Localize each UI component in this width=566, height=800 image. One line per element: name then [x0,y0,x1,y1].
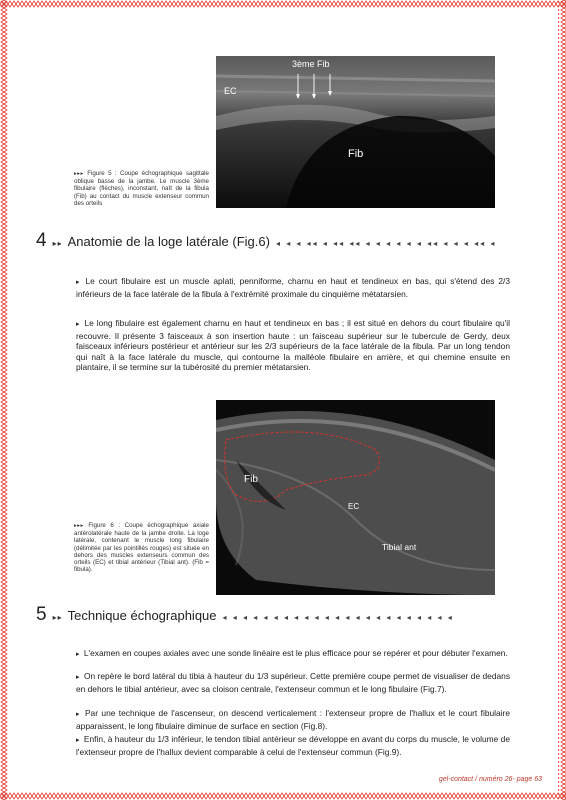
page-footer: gel-contact / numéro 26- page 63 [438,776,542,783]
section-4-number: 4 [36,230,47,251]
section-5-number: 5 [36,604,47,625]
figure-5-label-fib: Fib [348,148,364,160]
caption-marker: ▸▸▸ [74,523,84,529]
section-5-paragraph-4: ▸ Enfin, à hauteur du 1/3 inférieur, le tendon tibial antérieur se développe en avant du corps du muscle, le volume de l'extenseur propre de l'hallux devient comparable à celui de l'extenseur commun (Fig.9). [76,734,511,757]
section-5-lead-arrows: ▸▸ [52,613,63,622]
figure-5-label-3eme-fib: 3ème Fib [292,59,330,69]
figure-6-caption [74,522,209,573]
figure-5-caption-text: Figure 5 : Coupe échographique sagittale oblique basse de la jambe. Le muscle 3ème fibulaire (flèches), inconstant, naît de la fibula (Fib) au contact du muscle extenseur commun des orteils [74,170,209,207]
figure-6-caption-text: Figure 6 : Coupe échographique axiale antérolatérale haute de la jambe droite. La loge latérale, contenant le muscle long fibulaire (délimitée par les pointillés rouges) est située en dehors des muscles extenseurs commun des orteils (EC) et tibial antérieur (Tibial ant). (Fib = fibula). [74,522,209,574]
section-5-title: Technique échographique [67,608,217,623]
section-5-paragraph-1: ▸ L'examen en coupes axiales avec une sonde linéaire est le plus efficace pour se repérer et pour débuter l'examen. [76,648,508,658]
bullet-icon: ▸ [76,279,80,286]
section-4-tail-arrows: ◂ ◂ ◂ ◂◂ ◂ ◂◂ ◂◂ ◂ ◂ ◂ ◂ ◂ ◂ ◂◂ ◂ ◂ ◂ ◂◂ ◂ [275,239,497,248]
figure-5-ultrasound [216,56,495,208]
section-5-heading [36,604,454,626]
section-4-paragraph-2: ▸ Le long fibulaire est également charnu en haut et tendineux en bas ; il est situé en dehors du court fibulaire qu'il recouvre. Il présente 3 faisceaux à son insertion haute : un faisceau supérieur sur le tubercule de Gerdy, deux faisceaux inférieurs postérieur et antérieur sur les 2/3 supérieurs de la face latérale de la fibula. Par un long tendon qui naît à la face latérale du muscle, qui contourne la malléole fibulaire en arrière, et qui chemine ensuite en plantaire, il se termine sur la tubérosité du premier métatarsien. [76,318,511,373]
bullet-icon: ▸ [76,321,80,328]
bullet-icon: ▸ [76,651,80,658]
figure-6-label-fib: Fib [244,474,258,485]
bullet-icon: ▸ [76,737,80,744]
figure-6-image [216,400,495,595]
figure-6-ultrasound [216,400,495,595]
caption-marker: ▸▸▸ [74,171,84,177]
figure-5-caption [74,170,209,207]
section-4-paragraph-1: ▸ Le court fibulaire est un muscle aplati, penniforme, charnu en haut et tendineux en bas, qui s'étend des 2/3 inférieurs de la face latérale de la fibula à l'extrémité proximale du cinquième métatarsien. [76,276,511,299]
section-4-lead-arrows: ▸▸ [52,239,63,248]
section-4-heading [36,230,496,252]
section-5-tail-arrows: ◂ ◂ ◂ ◂ ◂ ◂ ◂ ◂ ◂ ◂ ◂ ◂ ◂ ◂ ◂ ◂ ◂ ◂ ◂ ◂ ◂ ◂ ◂ [222,613,454,622]
figure-6-label-ec: EC [348,502,360,511]
section-5-paragraph-2: ▸ On repère le bord latéral du tibia à hauteur du 1/3 supérieur. Cette première coupe permet de visualiser de dedans en dehors le tibial antérieur, avec sa cloison centrale, l'extenseur commun et le long fibulaire (Fig.7). [76,671,511,694]
section-5-paragraph-3: ▸ Par une technique de l'ascenseur, on descend verticalement : l'extenseur propre de l'hallux et le court fibulaire apparaissent, le long fibulaire diminue de surface en section (Fig.8). [76,708,511,731]
figure-5-label-ec: EC [224,86,237,96]
bullet-icon: ▸ [76,711,80,718]
figure-5-image [216,56,495,208]
section-4-title: Anatomie de la loge latérale (Fig.6) [67,234,270,249]
bullet-icon: ▸ [76,674,80,681]
figure-6-label-tibial: Tibial ant [382,542,417,552]
